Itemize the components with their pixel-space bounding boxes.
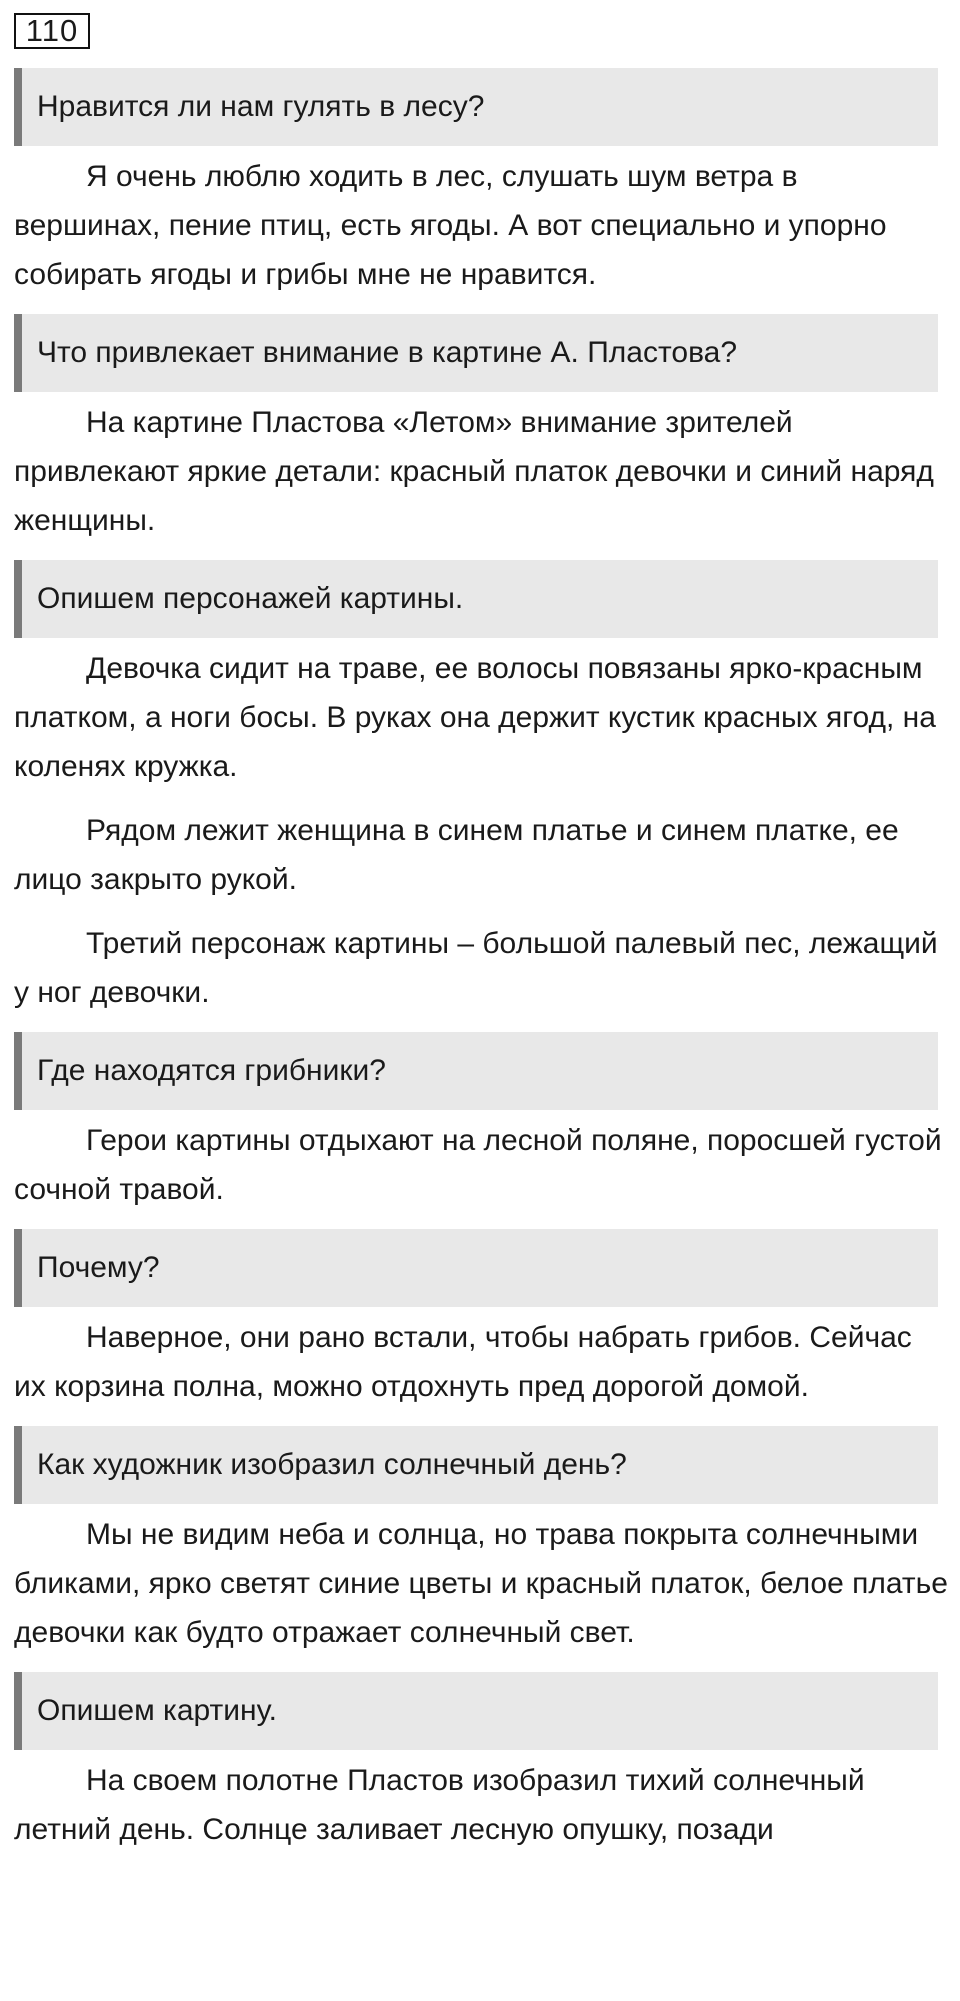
answer-paragraph: Мы не видим неба и солнца, но трава покрыта солнечными бликами, ярко светят синие цветы и красный платок, белое платье девочки как будто отражает солнечный свет. bbox=[14, 1518, 948, 1649]
answer-paragraph: Девочка сидит на траве, ее волосы повязаны ярко-красным платком, а ноги босы. В руках она держит кустик красных ягод, на коленях кружка. bbox=[14, 652, 936, 783]
question-heading: Опишем картину. bbox=[14, 1672, 938, 1750]
question-heading: Опишем персонажей картины. bbox=[14, 560, 938, 638]
answer-paragraph: На картине Пластова «Летом» внимание зрителей привлекают яркие детали: красный платок девочки и синий наряд женщины. bbox=[14, 406, 934, 537]
content bbox=[0, 68, 960, 1869]
question-heading: Где находятся грибники? bbox=[14, 1032, 938, 1110]
answer-paragraph: Рядом лежит женщина в синем платье и синем платке, ее лицо закрыто рукой. bbox=[14, 814, 899, 896]
question-heading: Что привлекает внимание в картине А. Пластова? bbox=[14, 314, 938, 392]
question-heading: Нравится ли нам гулять в лесу? bbox=[14, 68, 938, 146]
answer-paragraph: Наверное, они рано встали, чтобы набрать грибов. Сейчас их корзина полна, можно отдохнуть пред дорогой домой. bbox=[14, 1321, 912, 1403]
answer-paragraph: На своем полотне Пластов изобразил тихий солнечный летний день. Солнце заливает лесную опушку, позади bbox=[14, 1764, 865, 1846]
answer-paragraph: Третий персонаж картины – большой палевый пес, лежащий у ног девочки. bbox=[14, 927, 938, 1009]
question-heading: Почему? bbox=[14, 1229, 938, 1307]
question-heading: Как художник изобразил солнечный день? bbox=[14, 1426, 938, 1504]
task-number: 110 bbox=[14, 13, 90, 49]
answer-paragraph: Герои картины отдыхают на лесной поляне, поросшей густой сочной травой. bbox=[14, 1124, 942, 1206]
answer-paragraph: Я очень люблю ходить в лес, слушать шум ветра в вершинах, пение птиц, есть ягоды. А вот специально и упорно собирать ягоды и грибы мне не нравится. bbox=[14, 160, 887, 291]
